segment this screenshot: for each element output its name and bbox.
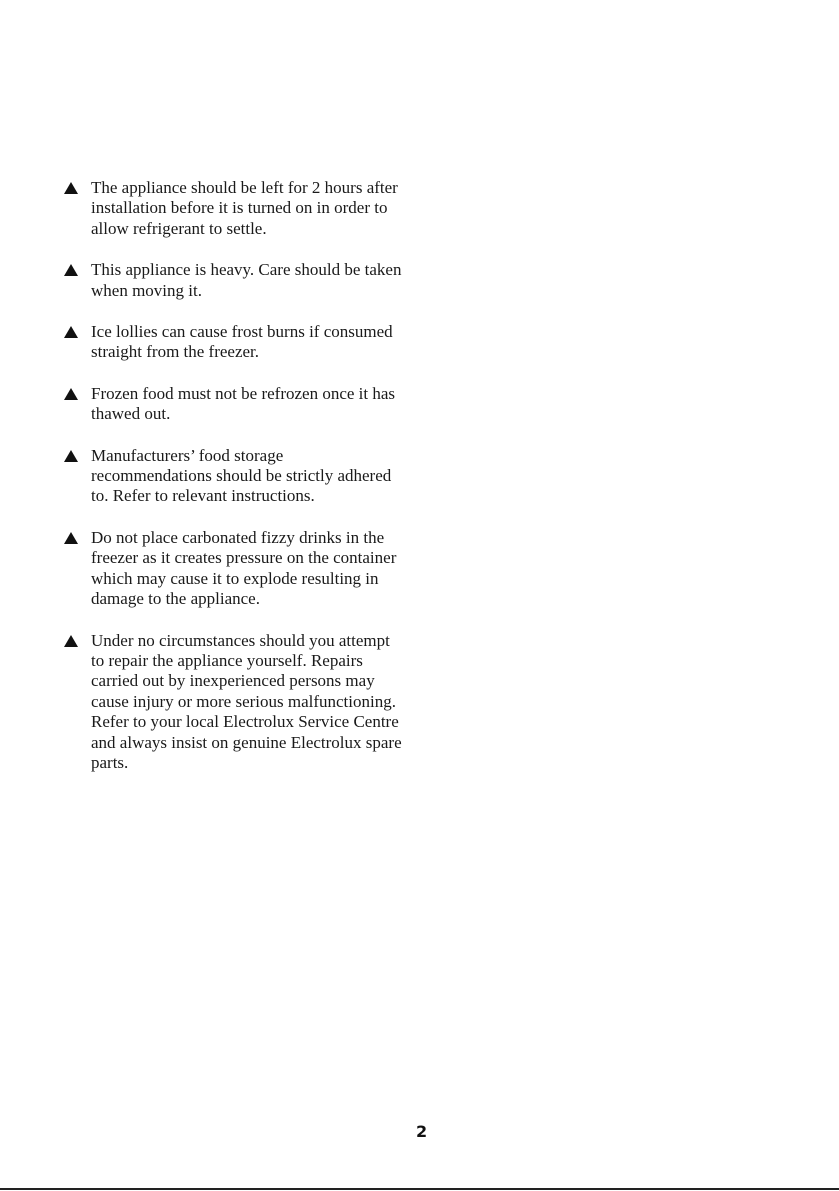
- warning-triangle-icon: [64, 388, 78, 400]
- warning-triangle-icon: [64, 635, 78, 647]
- warning-triangle-icon: [64, 264, 78, 276]
- warning-text: Under no circumstances should you attempt to repair the appliance yourself. Repairs carried out by inexperienced persons may cause injury or more serious malfunctioning. Refer to your local Electrolux Service Centre and always insist on genuine Electrolux spare parts.: [91, 630, 402, 772]
- warning-triangle-icon: [64, 532, 78, 544]
- warning-text: Manufacturers’ food storage recommendations should be strictly adhered to. Refer to relevant instructions.: [91, 445, 392, 506]
- warning-item: [64, 322, 404, 363]
- warning-text: Do not place carbonated fizzy drinks in the freezer as it creates pressure on the container which may cause it to explode resulting in damage to the appliance.: [91, 527, 397, 609]
- warning-item: [64, 384, 404, 425]
- page-number: 2: [416, 1122, 428, 1141]
- bottom-divider: [0, 1188, 839, 1190]
- warning-triangle-icon: [64, 450, 78, 462]
- warning-item: [64, 631, 404, 774]
- warning-text: This appliance is heavy. Care should be taken when moving it.: [91, 260, 402, 300]
- warning-triangle-icon: [64, 326, 78, 338]
- warning-text: The appliance should be left for 2 hours after installation before it is turned on in order to allow refrigerant to settle.: [91, 178, 398, 238]
- warning-item: [64, 528, 404, 610]
- warning-item: [64, 178, 404, 239]
- warnings-list: [64, 178, 404, 794]
- warning-item: [64, 260, 404, 301]
- warning-triangle-icon: [64, 182, 78, 194]
- warning-text: Ice lollies can cause frost burns if consumed straight from the freezer.: [91, 322, 393, 362]
- warning-item: [64, 446, 404, 507]
- warning-text: Frozen food must not be refrozen once it has thawed out.: [91, 383, 396, 424]
